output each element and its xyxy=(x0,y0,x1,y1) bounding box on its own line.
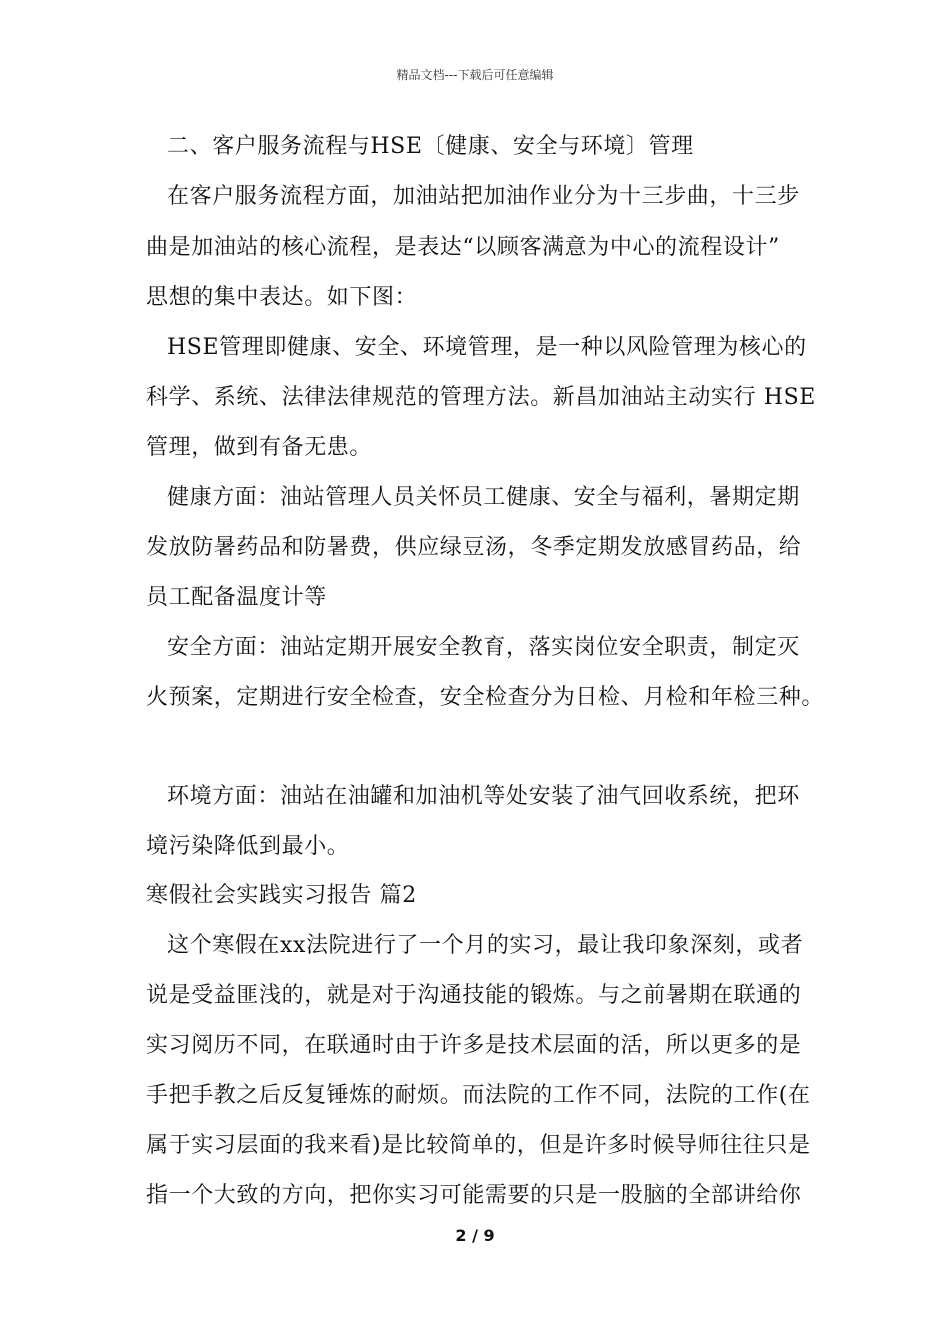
paragraph-line: 这个寒假在xx法院进行了一个月的实习，最让我印象深刻，或者 xyxy=(167,933,804,958)
page-header: 精品文档---下载后可任意编辑 xyxy=(396,68,554,82)
paragraph-line: 指一个大致的方向，把你实习可能需要的只是一股脑的全部讲给你 xyxy=(146,1183,802,1208)
paragraph-line: 实习阅历不同，在联通时由于许多是技术层面的活，所以更多的是 xyxy=(146,1033,802,1058)
paragraph-line: HSE管理即健康、安全、环境管理，是一种以风险管理为核心的 xyxy=(167,335,807,360)
paragraph-line: 员工配备温度计等 xyxy=(146,585,327,610)
paragraph-line: 曲是加油站的核心流程，是表达“以顾客满意为中心的流程设计” xyxy=(146,235,780,260)
paragraph-line: 管理，做到有备无患。 xyxy=(146,435,373,460)
paragraph-line: 火预案，定期进行安全检查，安全检查分为日检、月检和年检三种。 xyxy=(146,685,825,710)
paragraph-line: 思想的集中表达。如下图： xyxy=(146,285,418,310)
paragraph-line: 在客户服务流程方面，加油站把加油作业分为十三步曲，十三步 xyxy=(167,184,800,209)
section-heading: 二、客户服务流程与HSE〔健康、安全与环境〕管理 xyxy=(167,134,694,159)
paragraph-line: 手把手教之后反复锤炼的耐烦。而法院的工作不同，法院的工作(在 xyxy=(146,1083,811,1108)
page-number: 2 / 9 xyxy=(455,1226,495,1245)
paragraph-line: 属于实习层面的我来看)是比较简单的，但是许多时候导师往往只是 xyxy=(146,1133,811,1158)
paragraph-line: 说是受益匪浅的，就是对于沟通技能的锻炼。与之前暑期在联通的 xyxy=(146,983,802,1008)
paragraph-line: 环境方面：油站在油罐和加油机等处安装了油气回收系统，把环 xyxy=(167,784,800,809)
paragraph-line: 科学、系统、法律法律规范的管理方法。新昌加油站主动实行 HSE xyxy=(146,385,816,410)
paragraph-line: 安全方面：油站定期开展安全教育，落实岗位安全职责，制定灭 xyxy=(167,635,800,660)
report-title: 寒假社会实践实习报告 篇2 xyxy=(146,883,417,908)
paragraph-line: 健康方面：油站管理人员关怀员工健康、安全与福利，暑期定期 xyxy=(167,485,800,510)
paragraph-line: 发放防暑药品和防暑费，供应绿豆汤，冬季定期发放感冒药品，给 xyxy=(146,535,802,560)
paragraph-line: 境污染降低到最小。 xyxy=(146,834,350,859)
